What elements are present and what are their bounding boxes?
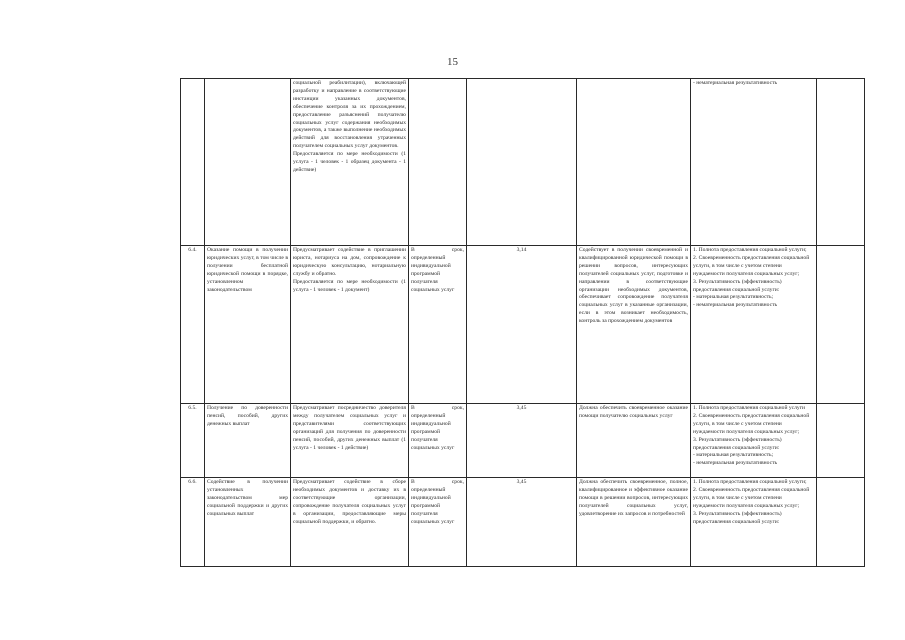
indicator-line: 3. Результативность (эффективность) предоставления социальной услуги: <box>693 510 782 525</box>
service-description: Предусматривает посредничество доверителя между получателем социальных услуг и представителями соответствующих организаций для получения по доверенности пенсий, пособий, других денежных выплат (1 услуга - 1 человек - 1 действие) <box>291 404 409 478</box>
service-tariff <box>467 79 577 246</box>
empty-cell <box>817 404 865 478</box>
service-term: В срок, определенный индивидуальной программой получателя социальных услуг <box>409 478 467 567</box>
table-row <box>181 79 865 246</box>
page-number: 15 <box>447 56 458 68</box>
indicator-line: 2. Своевременность предоставления социальной услуги, в том числе с учетом степени нуждаемости получателя социальных услуг; <box>693 254 810 277</box>
indicator-line: - материальная результативность; <box>693 294 774 301</box>
table-row <box>181 478 865 567</box>
indicator-line: - нематериальная результативность <box>693 302 778 309</box>
indicator-line: 1. Полнота предоставления социальной услуги; <box>693 247 807 253</box>
service-name: Содействие в получении установленных законодательством мер социальной поддержки и других социальных выплат <box>205 478 291 567</box>
empty-cell <box>817 246 865 404</box>
service-name: Получение по доверенности пенсий, пособий, других денежных выплат <box>205 404 291 478</box>
service-name: Оказание помощи в получении юридических услуг, в том числе в получении бесплатной юридической помощи в порядке, установленном законодательством <box>205 246 291 404</box>
service-term <box>409 79 467 246</box>
indicator-line: 1. Полнота предоставления социальной услуги; <box>693 479 807 485</box>
table-row <box>181 246 865 404</box>
service-indicators <box>691 246 817 404</box>
row-number <box>181 79 205 246</box>
indicator-line: 3. Результативность (эффективность) предоставления социальной услуги: <box>693 278 782 293</box>
row-number: 6.4. <box>181 246 205 404</box>
empty-cell <box>817 478 865 567</box>
service-name <box>205 79 291 246</box>
indicator-line: - нематериальная результативность <box>693 460 778 467</box>
row-number: 6.6. <box>181 478 205 567</box>
service-conditions <box>577 79 691 246</box>
service-term: В срок, определенный индивидуальной программой получателя социальных услуг <box>409 246 467 404</box>
indicator-line: 2. Своевременность предоставления социальной услуги, в том числе с учетом степени нуждаемости получателя социальных услуг; <box>693 412 810 435</box>
service-conditions: Должна обеспечить своевременное, полное, квалифицированное и эффективное оказание помощи в решении вопросов, интересующих получателей социальных услуг, удовлетворение их запросов и потребностей <box>577 478 691 567</box>
indicator-line: 1. Полнота предоставления социальной услуги <box>693 405 805 411</box>
service-tariff: 3,14 <box>467 246 577 404</box>
service-description: Предусматривает содействие в сборе необходимых документов и доставку их в соответствующие организации, сопровождение получателя социальных услуг в организации, предоставляющие меры социальной поддержки, и обратно. <box>291 478 409 567</box>
table-row <box>181 404 865 478</box>
service-conditions: Содействует в получении своевременной и квалифицированной юридической помощи в решении вопросов, интересующих получателей социальных услуг, подготовке и направлении в соответствующие организации необходимых документов, обеспечивает сопровождение получателя социальных услуг в указанные организации, если в этом возникает необходимость, контроль за прохождением документов <box>577 246 691 404</box>
indicator-line: - материальная результативность; <box>693 452 774 459</box>
service-indicators <box>691 404 817 478</box>
empty-cell <box>817 79 865 246</box>
indicator-line: 2. Своевременность предоставления социальной услуги, в том числе с учетом степени нуждаемости получателя социальных услуг; <box>693 486 810 509</box>
service-tariff: 3,45 <box>467 478 577 567</box>
service-description: социальной реабилитации), включающей разработку и направление в соответствующие инстанции указанных документов, обеспечение контроля за их прохождением, предоставление разъяснений получателю социальных услуг содержания необходимых документов, а также выполнение необходимых действий для восстановления утраченных получателем социальных услуг документов. Предоставляется по мере необходимости (1 услуга - 1 человек - 1 образец документа - 1 действие) <box>291 79 409 246</box>
service-tariff: 3,45 <box>467 404 577 478</box>
indicator-line: - нематериальная результативность <box>693 80 778 86</box>
service-term: В срок, определенный индивидуальной программой получателя социальных услуг <box>409 404 467 478</box>
service-indicators <box>691 478 817 567</box>
service-indicators <box>691 79 817 246</box>
social-services-table <box>180 78 865 567</box>
row-number: 6.5. <box>181 404 205 478</box>
service-description: Предусматривает содействие в приглашении юриста, нотариуса на дом, сопровождение к юридическую консультацию, нотариальную службу и обратно. Предоставляется по мере необходимости (1 услуга - 1 человек - 1 документ) <box>291 246 409 404</box>
service-conditions: Должна обеспечить своевременное оказание помощи получателю социальных услуг <box>577 404 691 478</box>
indicator-line: 3. Результативность (эффективность) предоставления социальной услуги: <box>693 436 782 451</box>
